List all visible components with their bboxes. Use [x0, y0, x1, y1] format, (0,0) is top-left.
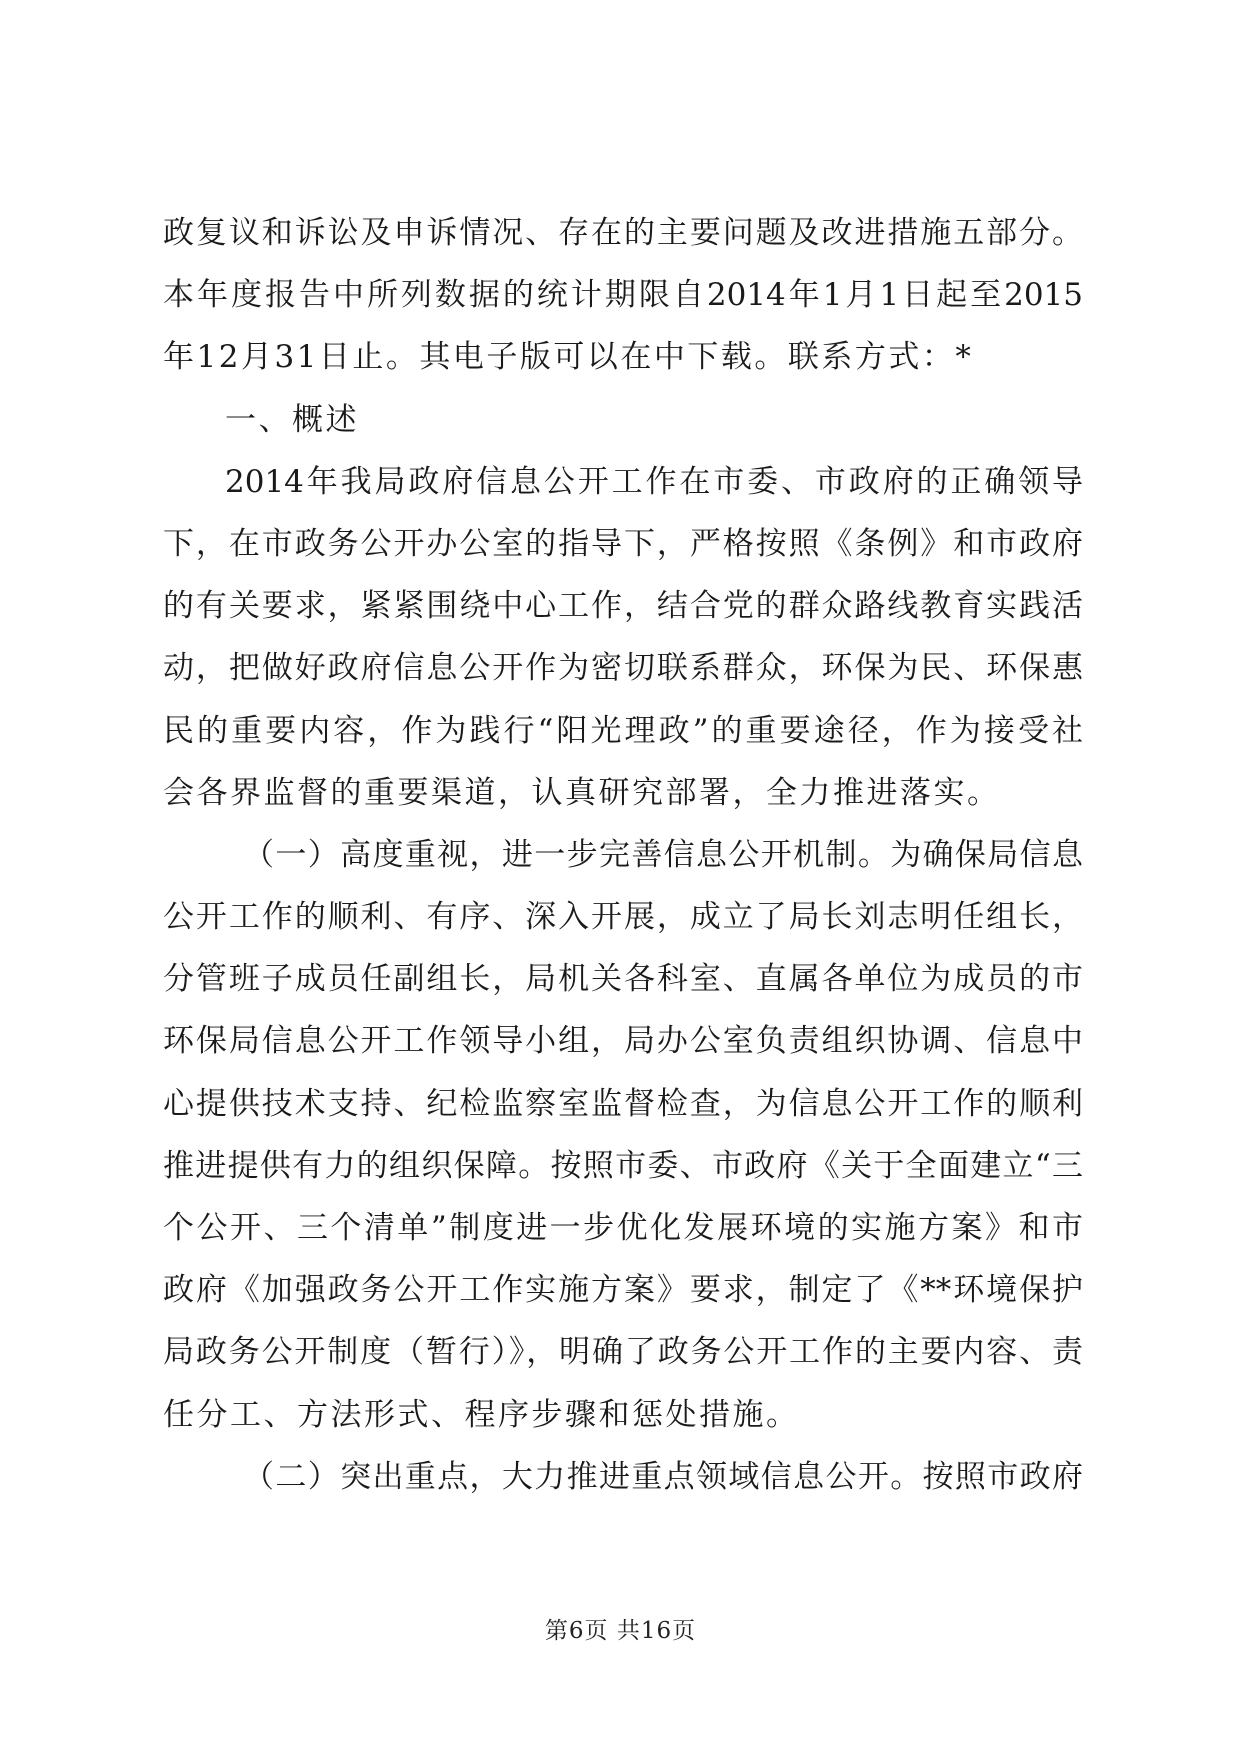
text-line: 的有关要求，紧紧围绕中心工作，结合党的群众路线教育实践活 [163, 588, 1083, 625]
text-line: 任分工、方法形式、程序步骤和惩处措施。 [163, 1396, 800, 1433]
text-line: 环保局信息公开工作领导小组，局办公室负责组织协调、信息中 [163, 1023, 1083, 1060]
text-line: 会各界监督的重要渠道，认真研究部署，全力推进落实。 [163, 774, 1001, 811]
text-line: 推进提供有力的组织保障。按照市委、市政府《关于全面建立“三 [163, 1147, 1083, 1184]
text-line: 公开工作的顺利、有序、深入开展，成立了局长刘志明任组长， [163, 899, 1083, 936]
subsection-line: （二）突出重点，大力推进重点领域信息公开。按照市政府 [243, 1458, 1083, 1495]
text-line: 2014年我局政府信息公开工作在市委、市政府的正确领导 [225, 463, 1083, 500]
page-number: 第6页 共16页 [544, 1618, 697, 1644]
text-line: 年12月31日止。其电子版可以在中下载。联系方式：* [163, 339, 974, 376]
text-line: 动，把做好政府信息公开作为密切联系群众，环保为民、环保惠 [163, 650, 1083, 687]
subsection-line: （一）高度重视，进一步完善信息公开机制。为确保局信息 [243, 836, 1083, 873]
text-line: 民的重要内容，作为践行“阳光理政”的重要途径，作为接受社 [163, 712, 1083, 749]
text-line: 政复议和诉讼及申诉情况、存在的主要问题及改进措施五部分。 [163, 215, 1083, 251]
text-line: 分管班子成员任副组长，局机关各科室、直属各单位为成员的市 [163, 961, 1083, 998]
text-line: 本年度报告中所列数据的统计期限自2014年1月1日起至2015 [163, 277, 1083, 314]
text-line: 下，在市政务公开办公室的指导下，严格按照《条例》和市政府 [163, 525, 1083, 562]
text-line: 心提供技术支持、纪检监察室监督检查，为信息公开工作的顺利 [163, 1085, 1083, 1122]
text-line: 局政务公开制度（暂行）》，明确了政务公开工作的主要内容、责 [163, 1334, 1083, 1371]
text-line: 政府《加强政务公开工作实施方案》要求，制定了《**环境保护 [163, 1272, 1083, 1309]
text-line: 个公开、三个清单”制度进一步优化发展环境的实施方案》和市 [163, 1210, 1083, 1246]
section-heading: 一、概述 [225, 401, 359, 438]
document-body [163, 202, 1083, 1508]
